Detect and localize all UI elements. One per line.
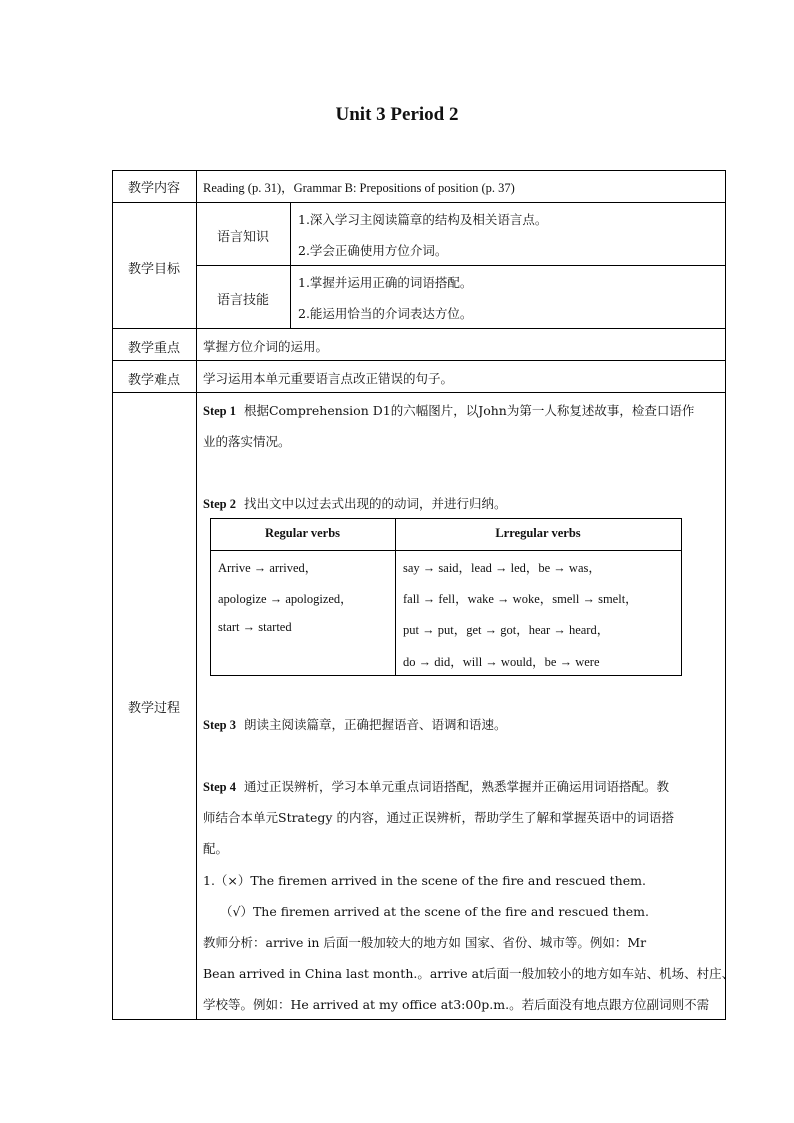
step4-head: Step 4 (203, 780, 236, 794)
step2-text: 找出文中以过去式出现的的动词，并进行归纳。 (243, 496, 507, 511)
step4-line2: 师结合本单元Strategy 的内容，通过正误辨析，帮助学生了解和掌握英语中的词语搭 (203, 810, 674, 825)
analysis-line-1: 教师分析：arrive in 后面一般加较大的地方如 国家、省份、城市等。例如：Mr (203, 935, 647, 950)
example-wrong: 1.（×）The firemen arrived in the scene of the fire and rescued them. (203, 873, 646, 888)
step4-line3: 配。 (203, 841, 229, 856)
content-label: 教学内容 (127, 181, 180, 196)
irregular-verb-1: say → said，lead → led，be → was， (403, 561, 601, 575)
page-title: Unit 3 Period 2 (335, 104, 459, 125)
step1-text: 根据Comprehension D1的六幅图片，以John为第一人称复述故事，检查口语作 (243, 403, 695, 418)
regular-verb-3: start → started (218, 620, 292, 634)
step1-line1 (203, 401, 694, 419)
knowledge-label: 语言知识 (216, 230, 269, 245)
key-label: 教学重点 (127, 341, 180, 356)
analysis-line-3: 学校等。例如：He arrived at my office at3:00p.m.。若后面没有地点跟方位副词则不需 (203, 997, 710, 1012)
irregular-header: Lrregular verbs (495, 526, 581, 540)
step1-line2: 业的落实情况。 (203, 434, 291, 449)
example-right: （√）The firemen arrived at the scene of the fire and rescued them. (220, 904, 649, 919)
regular-verb-1: Arrive → arrived， (218, 561, 318, 575)
step3-line (203, 715, 506, 733)
step2-line (203, 494, 506, 512)
skills-item-2: 2.能运用恰当的介词表达方位。 (298, 306, 473, 321)
difficult-text: 学习运用本单元重要语言点改正错误的句子。 (203, 371, 454, 386)
irregular-verb-2: fall → fell，wake → woke，smell → smelt， (403, 592, 638, 606)
regular-verb-2: apologize → apologized， (218, 592, 353, 606)
irregular-verb-4: do → did，will → would，be → were (403, 655, 600, 669)
content-text: Reading (p. 31)，Grammar B: Prepositions of position (p. 37) (203, 181, 515, 195)
step1-head: Step 1 (203, 404, 236, 418)
step4-text: 通过正误辨析，学习本单元重点词语搭配，熟悉掌握并正确运用词语搭配。教 (243, 779, 669, 794)
step4-line1 (203, 777, 669, 795)
step2-head: Step 2 (203, 497, 236, 511)
knowledge-item-2: 2.学会正确使用方位介词。 (298, 243, 448, 258)
skills-item-1: 1.掌握并运用正确的词语搭配。 (298, 275, 473, 290)
irregular-verb-3: put → put，get → got，hear → heard， (403, 623, 610, 637)
regular-header: Regular verbs (264, 526, 341, 540)
difficult-label: 教学难点 (127, 373, 180, 388)
step3-text: 朗读主阅读篇章，正确把握语音、语调和语速。 (243, 717, 507, 732)
skills-label: 语言技能 (216, 293, 269, 308)
process-label: 教学过程 (127, 701, 180, 716)
key-text: 掌握方位介词的运用。 (203, 339, 329, 354)
goals-label: 教学目标 (127, 262, 180, 277)
step3-head: Step 3 (203, 718, 236, 732)
knowledge-item-1: 1.深入学习主阅读篇章的结构及相关语言点。 (298, 212, 548, 227)
analysis-line-2: Bean arrived in China last month.。arrive at后面一般加较小的地方如车站、机场、村庄、 (203, 966, 735, 981)
